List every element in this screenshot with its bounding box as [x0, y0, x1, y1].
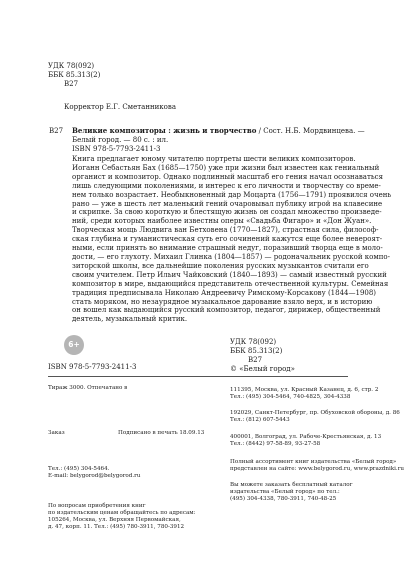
corrector-line: Корректор Е.Г. Сметанникова: [64, 103, 177, 111]
address-line: 192029, Санкт-Петербург, пр. Обуховской обороны, д. 86: [230, 410, 400, 416]
entry-author-mark: В27: [49, 127, 64, 135]
catalog-line: издательства «Белый город» по тел.:: [230, 489, 340, 495]
right-bbk: ББК 85.313(2): [230, 347, 283, 355]
address-tel: Тел.: (812) 607-5443: [230, 417, 290, 423]
purchase-line: По вопросам приобретения книг: [48, 503, 146, 509]
annotation-line: лишь следующими поколениями, и интерес к его личности и творчеству со време-: [72, 181, 381, 190]
age-rating-badge: 6+: [64, 335, 84, 355]
purchase-line: д. 47, корп. 11. Тел.: (495) 780-3911, 780-3912: [48, 524, 185, 530]
purchase-line: 105264, Москва, ул. Верхняя Первомайская,: [48, 517, 181, 523]
contact-block: [48, 466, 140, 480]
divider: [48, 376, 348, 377]
annotation-line: ний, среди которых наиболее известны оперы «Свадьба Фигаро» и «Дон Жуан».: [72, 217, 372, 226]
entry-title-line: [72, 127, 380, 136]
address-line: 400001, Волгоград, ул. Рабоче-Крестьянская, д. 13: [230, 434, 382, 440]
annotation-line: традиция предписывала Николаю Андреевичу Римскому-Корсакову (1844—1908): [72, 288, 377, 297]
assortment-line: Полный ассортимент книг издательства «Белый город»: [230, 459, 397, 465]
entry-publisher-line: Белый город. — 80 с. : ил.: [72, 135, 169, 144]
address-line: 111395, Москва, ул. Красный Казанец, д. 6, стр. 2: [230, 387, 379, 393]
address-spb: [230, 410, 410, 424]
entry-body: [72, 127, 380, 154]
catalog-line: Вы можете заказать бесплатный каталог: [230, 482, 353, 488]
purchase-info: [48, 503, 196, 531]
entry-isbn: ISBN 978-5-7793-2411-3: [72, 144, 161, 153]
purchase-line: по издательским ценам обращайтесь по адресам:: [48, 510, 196, 516]
address-tel: Тел.: (495) 304-5464, 740-4825, 304-4338: [230, 394, 351, 400]
contact-tel: Тел.: (495) 304-5464.: [48, 466, 110, 472]
annotation-line: своим учителем. Петр Ильич Чайковский (1840—1893) — самый известный русский: [72, 270, 387, 279]
catalog-info: [230, 482, 410, 503]
entry-title: Великие композиторы : жизнь и творчество: [72, 126, 257, 135]
annotation-line: органист и композитор. Однако подлинный масштаб его гения начал осознаваться: [72, 172, 384, 181]
annotation-line: Творческая мощь Людвига ван Бетховена (1770—1827), страстная сила, философ-: [72, 226, 379, 235]
annotation-line: рано — уже в шесть лет маленький гений очаровывал публику игрой на клавесине: [72, 199, 383, 208]
copyright: © «Белый город»: [230, 365, 295, 373]
address-volgograd: [230, 434, 410, 448]
footer-isbn: ISBN 978-5-7793-2411-3: [48, 363, 137, 371]
annotation-line: композитор в мире, выдающийся представитель отечественной культуры. Семейная: [72, 279, 389, 288]
circulation-line: Тираж 3000. Отпечатано в: [48, 385, 128, 391]
catalog-line: (495) 304-4338, 780-3911, 740-48-25: [230, 496, 337, 502]
right-udk: УДК 78(092): [230, 338, 277, 346]
annotation-line: и скрипке. За свою короткую и блестящую жизнь он создал множество произведе-: [72, 208, 382, 217]
contact-email: E-mail: belygorod@belygorod.ru: [48, 473, 141, 479]
right-author-mark: В27: [248, 356, 263, 364]
annotation-line: дости, — его глухоту. Михаил Глинка (1804—1857) — родоначальник русской компо-: [72, 252, 391, 261]
order-line: Заказ: [48, 430, 65, 436]
signed-to-print: Подписано в печать 18.09.13: [118, 430, 205, 436]
address-tel: Тел.: (8442) 97-58-89, 93-27-58: [230, 441, 321, 447]
assortment-line: представлен на сайте: www.belygorod.ru, www.prazdniki.ru: [230, 466, 404, 472]
annotation-line: ская глубина и гуманистическая суть его сочинений кажутся еще более невероят-: [72, 235, 383, 244]
entry-title-rest: / Сост. Н.Б. Мордвинцева. —: [256, 127, 365, 135]
udk-code: УДК 78(092): [48, 62, 95, 70]
top-classification: [48, 62, 100, 89]
annotation: [72, 155, 392, 324]
annotation-line: Иоганн Себастьян Бах (1685—1750) уже при жизни был известен как гениальный: [72, 163, 380, 172]
annotation-line: нем только возрастает. Необыкновенный дар Моцарта (1756—1791) проявился очень: [72, 190, 392, 199]
annotation-line: Книга предлагает юному читателю портреты шести великих композиторов.: [72, 155, 356, 163]
annotation-line: ными, если принять во внимание страшный недуг, поразивший творца еще в моло-: [72, 244, 383, 253]
annotation-line: он вошел как выдающийся русский композитор, педагог, дирижер, общественный: [72, 306, 381, 315]
assortment-info: [230, 459, 410, 473]
annotation-line: зиторской школы, все дальнейшие поколения русских музыкантов считали его: [72, 261, 369, 270]
bbk-code: ББК 85.313(2): [48, 71, 101, 79]
author-mark: В27: [64, 80, 79, 88]
annotation-line: деятель, музыкальный критик.: [72, 315, 188, 324]
address-moscow: [230, 387, 410, 401]
annotation-line: стать моряком, но незаурядное музыкальное дарование взяло верх, и в историю: [72, 297, 373, 306]
right-classification: [230, 338, 295, 374]
